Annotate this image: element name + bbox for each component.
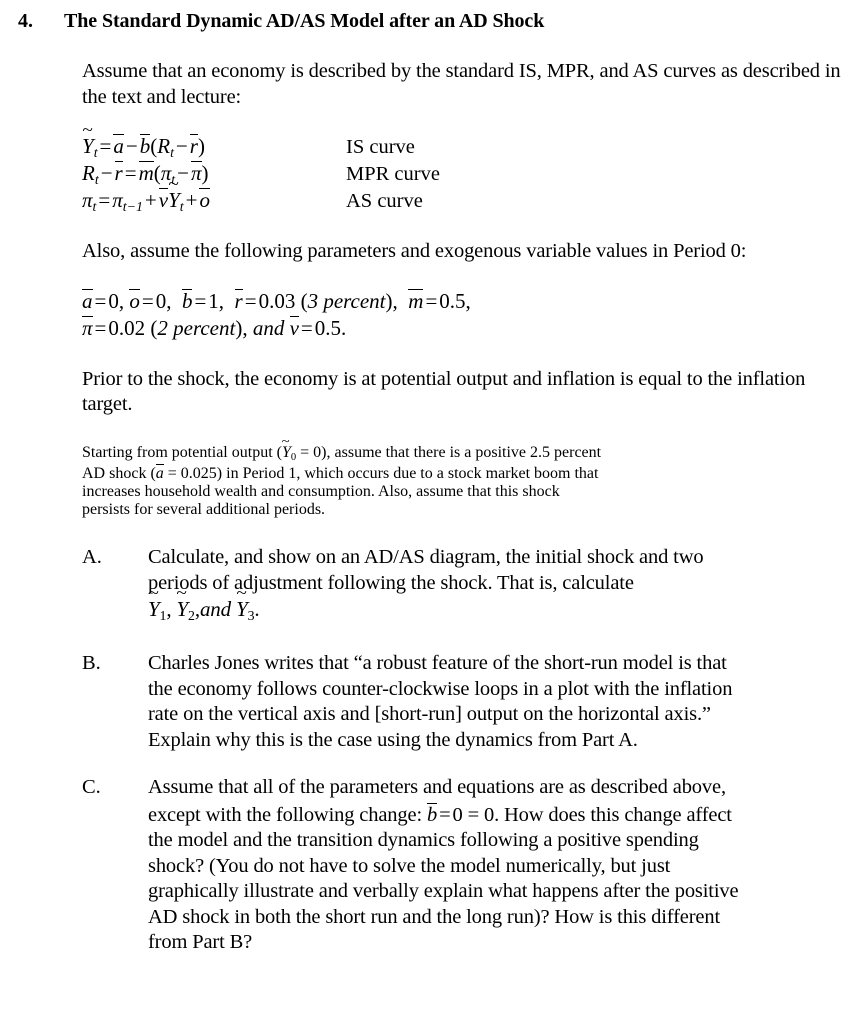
shock-text-seg6: persists for several additional periods. [82,501,326,519]
equation-row-mpr [82,159,842,186]
param-value-o-bar: 0 [155,288,167,313]
part-a [82,545,842,629]
part-c-b-bar-value: 0 [452,803,463,826]
equation-as-label: AS curve [346,190,423,212]
part-b-line-4: Explain why this is the case using the dynamics from Part A. [148,728,638,751]
equation-mpr-math: $R_t-r=m(\pi_t-\pi)$ [82,161,209,187]
equation-mpr-label: MPR curve [346,163,440,185]
part-a-sub-1: 1 [159,608,167,624]
equation-row-is [82,132,842,159]
part-a-line-2: periods of adjustment following the shock. That is, calculate [148,571,634,594]
equation-as-math: $\pi_t=\pi_{t-1}+v\sim$ $Y_t+o$ [82,186,346,215]
problem-number: 4. [18,10,33,32]
part-a-sub-2: 2 [188,608,195,624]
shock-paragraph: Starting from potential output (~ $Y_0 = 0$), assume that there is a positive 2.5 percent AD shock (a = 0.025) in Period 1, which occurs due to a stock market boom that increases household wealth and consumption. Also, assume that this shock persists for several additional periods. [82,444,842,520]
prior-paragraph: Prior to the shock, the economy is at potential output and inflation is equal to the inflation target. [82,367,806,415]
part-c-letter: C. [82,776,101,799]
parameters-lead-in: Also, assume the following parameters and exogenous variable values in Period 0: [82,240,747,262]
part-b [82,651,842,753]
shock-text-seg5: increases household wealth and consumption. Also, assume that this shock [82,483,560,501]
part-a-letter: A. [82,546,102,569]
shock-text-seg4: = 0.025) in Period 1, which occurs due to a stock market boom that [163,465,599,483]
part-c-line-6: AD shock in both the short run and the long run)? How is this different [148,905,720,928]
param-value-b-bar: 1 [208,288,219,313]
part-b-letter: B. [82,652,101,675]
shock-text-seg1: Starting from potential output ( [82,443,282,461]
param-r-bar-percent: 3 percent [307,288,386,313]
param-value-v-bar: 0.5 [314,315,341,340]
part-a-body [148,545,842,629]
part-c-line-2b: = 0. How does this change affect [462,803,732,826]
document-body [82,59,842,956]
part-c [82,775,842,956]
part-b-line-2: the economy follows counter-clockwise loops in a plot with the inflation [148,677,733,700]
shock-initial-output-subscript: 0 [290,451,297,463]
equation-row-as [82,186,842,213]
equation-is-math: ~ $Y_t=a-b(R_t-r)$ [82,132,346,161]
part-c-line-2: except with the following change: b=0 = 0. How does this change affect [148,803,732,826]
param-value-r-bar: 0.03 [258,288,296,313]
part-c-body [148,775,842,956]
part-a-sub-3: 3 [247,608,255,624]
part-a-line-1: Calculate, and show on an AD/AS diagram, the initial shock and two [148,546,704,569]
shock-text-seg2: = 0), assume that there is a positive 2.5 percent [296,443,602,461]
part-b-line-3: rate on the vertical axis and [short-run] output on the horizontal axis.” [148,703,711,726]
equation-is-label: IS curve [346,136,415,158]
param-pi-bar-percent: 2 percent [157,315,236,340]
parameters-line-1: a=0, o=0, b=1, r=0.03 (3 percent), m=0.5, [82,288,471,313]
part-c-line-3: the model and the transition dynamics following a positive spending [148,829,699,852]
part-b-line-1: Charles Jones writes that “a robust feature of the short-run model is that [148,652,727,675]
part-c-line-1: Assume that all of the parameters and equations are as described above, [148,776,726,799]
problem-header [0,0,865,33]
shock-text-seg3: AD shock ( [82,465,156,483]
intro-paragraph: Assume that an economy is described by the standard IS, MPR, and AS curves as described in the text and lecture: [82,60,841,108]
param-value-pi-bar: 0.02 [108,315,146,340]
page-title: The Standard Dynamic AD/AS Model after an AD Shock [64,10,545,32]
part-c-line-4: shock? (You do not have to solve the model numerically, but just [148,854,671,877]
part-c-line-7: from Part B? [148,931,253,954]
param-value-m-bar: 0.5 [439,288,466,313]
part-c-line-5: graphically illustrate and verbally explain what happens after the positive [148,880,739,903]
part-a-math: ~ $Y_1$, ~ $Y_2,and$ ~ $Y_3$. [148,596,842,629]
model-equations [82,132,842,213]
part-b-body [148,651,842,753]
param-value-a-bar: 0 [108,288,119,313]
part-c-line-2a: except with the following change: [148,803,427,826]
parameters-line-2: π=0.02 (2 percent), and v=0.5. [82,315,347,340]
